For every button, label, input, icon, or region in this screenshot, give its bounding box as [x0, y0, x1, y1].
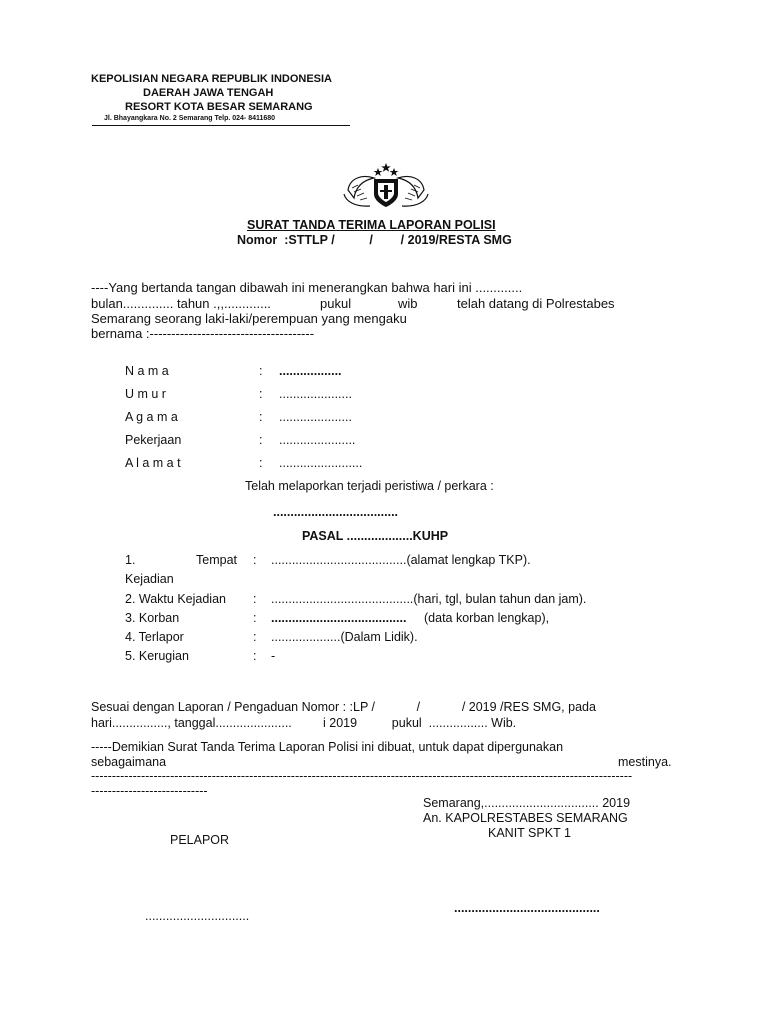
- intro-line-2a: bulan.............. tahun .,,.............: [91, 296, 271, 311]
- emblem-icon: [340, 160, 432, 210]
- detail-2-colon: :: [253, 592, 257, 606]
- identity-value-religion: .....................: [279, 410, 352, 424]
- detail-5-label: 5. Kerugian: [125, 649, 189, 663]
- identity-label-address: A l a m a t: [125, 456, 181, 470]
- separator-dashes-1: ----------------------------------------------------------------------------------------------------------------------------------: [91, 769, 633, 783]
- detail-2-label: 2. Waktu Kejadian: [125, 592, 226, 606]
- document-title: SURAT TANDA TERIMA LAPORAN POLISI: [247, 218, 496, 232]
- detail-4-label: 4. Terlapor: [125, 630, 184, 644]
- identity-value-age: .....................: [279, 387, 352, 401]
- signature-city-date: Semarang,................................. 2019: [423, 796, 631, 810]
- intro-line-4: bernama :--------------------------------------: [91, 326, 315, 341]
- identity-colon-religion: :: [259, 410, 263, 424]
- closing-line-4b: mestinya.: [618, 755, 672, 769]
- closing-line-3: -----Demikian Surat Tanda Terima Laporan Polisi ini dibuat, untuk dapat dipergunakan: [91, 740, 564, 754]
- identity-value-name: ..................: [279, 364, 342, 378]
- identity-colon-address: :: [259, 456, 263, 470]
- signature-office: An. KAPOLRESTABES SEMARANG: [423, 811, 628, 825]
- signature-role: KANIT SPKT 1: [488, 826, 571, 840]
- identity-colon-job: :: [259, 433, 263, 447]
- header-underline: [92, 125, 350, 126]
- intro-line-3: Semarang seorang laki-laki/perempuan yang mengaku: [91, 311, 407, 326]
- closing-line-2: hari................, tanggal...................... i 2019 pukul ................. Wib.: [91, 716, 517, 730]
- identity-colon-age: :: [259, 387, 263, 401]
- reporter-signature-dots: ..............................: [145, 909, 250, 923]
- reporter-label: PELAPOR: [170, 833, 230, 847]
- detail-4-value: ....................(Dalam Lidik).: [271, 630, 418, 644]
- detail-3-label: 3. Korban: [125, 611, 180, 625]
- closing-line-4a: sebagaimana: [91, 755, 167, 769]
- police-emblem: [340, 160, 432, 210]
- identity-label-religion: A g a m a: [125, 410, 178, 424]
- document-number: Nomor :STTLP / / / 2019/RESTA SMG: [237, 233, 512, 247]
- detail-1-num: 1.: [125, 553, 136, 567]
- header-line-2: DAERAH JAWA TENGAH: [143, 87, 274, 99]
- detail-3-value: (data korban lengkap),: [424, 611, 550, 625]
- detail-1-cont: Kejadian: [125, 572, 174, 586]
- reported-statement: Telah melaporkan terjadi peristiwa / perkara :: [245, 479, 494, 493]
- identity-value-address: ........................: [279, 456, 363, 470]
- closing-line-1: Sesuai dengan Laporan / Pengaduan Nomor : :LP / / / 2019 /RES SMG, pada: [91, 700, 596, 714]
- detail-1-colon: :: [253, 553, 257, 567]
- detail-1-value: .......................................(alamat lengkap TKP).: [271, 553, 531, 567]
- detail-4-colon: :: [253, 630, 257, 644]
- detail-3-dots: .......................................: [271, 611, 407, 625]
- detail-3-colon: :: [253, 611, 257, 625]
- intro-line-2d: telah datang di Polrestabes: [457, 296, 615, 311]
- detail-2-value: .........................................(hari, tgl, bulan tahun dan jam).: [271, 592, 587, 606]
- officer-signature-dots: ..........................................: [454, 901, 600, 915]
- header-line-3: RESORT KOTA BESAR SEMARANG: [125, 101, 313, 113]
- identity-label-age: U m u r: [125, 387, 166, 401]
- identity-label-name: N a m a: [125, 364, 169, 378]
- intro-line-1: ----Yang bertanda tangan dibawah ini menerangkan bahwa hari ini .............: [91, 280, 523, 295]
- identity-value-job: ......................: [279, 433, 356, 447]
- detail-5-colon: :: [253, 649, 257, 663]
- identity-label-job: Pekerjaan: [125, 433, 182, 447]
- pasal-line: PASAL ...................KUHP: [302, 529, 449, 543]
- header-line-1: KEPOLISIAN NEGARA REPUBLIK INDONESIA: [91, 73, 333, 85]
- detail-5-value: -: [271, 649, 276, 663]
- detail-1-label: Tempat: [196, 553, 237, 567]
- intro-line-2c: wib: [398, 296, 418, 311]
- reported-dots: ....................................: [273, 505, 399, 519]
- intro-line-2b: pukul: [320, 296, 352, 311]
- header-address: Jl. Bhayangkara No. 2 Semarang Telp. 024- 8411680: [104, 115, 276, 122]
- separator-dashes-2: ----------------------------: [91, 784, 208, 798]
- identity-colon-name: :: [259, 364, 263, 378]
